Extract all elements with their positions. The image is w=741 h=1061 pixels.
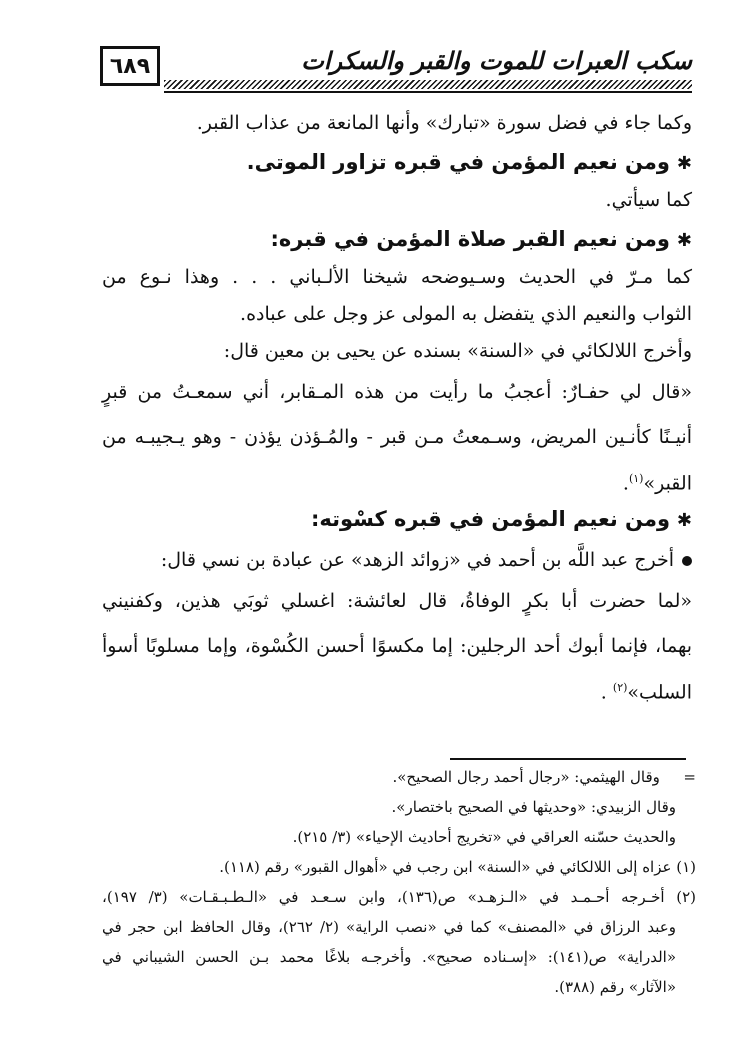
page-number: ٦٨٩ xyxy=(100,46,160,86)
text-line: «لما حضرت أبا بكرٍ الوفاةُ، قال لعائشة: اغسلي ثوبَي هذين، وكفنيني xyxy=(102,590,692,612)
quote-end-text: السلب» xyxy=(627,681,692,704)
footnote-line: (٢) أخـرجه أحـمـد في «الـزهـد» ص(١٣٦)، وابن سـعـد في «الـطـبـقـات» (٣/ ١٩٧)، xyxy=(102,888,697,906)
text-line: بهما، فإنما أبوك أحد الرجلين: إما مكسوًا أحسن الكُسْوة، وإما مسلوبًا أسوأ xyxy=(102,635,692,657)
text-line xyxy=(102,669,692,706)
footnotes xyxy=(102,762,696,1002)
text-line: وكما جاء في فضل سورة «تبارك» وأنها المانعة من عذاب القبر. xyxy=(196,112,692,134)
running-title: سكب العبرات للموت والقبر والسكرات xyxy=(301,47,692,75)
asterisk-icon: ✱ xyxy=(676,153,692,174)
asterisk-icon: ✱ xyxy=(676,510,692,531)
heading-text: ومن نعيم المؤمن في قبره تزاور الموتى. xyxy=(246,150,670,174)
header-hatch-band xyxy=(164,80,692,89)
footnote-ref: (١) xyxy=(628,472,644,485)
bullet-text: أخرج عبد اللَّه بن أحمد في «زوائد الزهد» عن عبادة بن نسي قال: xyxy=(160,549,674,571)
footnote-ref: (٢) xyxy=(612,681,628,694)
text-line: كما سيأتي. xyxy=(605,189,692,211)
footnote-line: وعبد الرزاق في «المصنف» كما في «نصب الراية» (٢/ ٢٦٢)، وقال الحافظ ابن حجر في xyxy=(102,918,676,936)
section-heading xyxy=(102,142,692,182)
text-line: وأخرج اللالكائي في «السنة» بسنده عن يحيى بن معين قال: xyxy=(223,340,692,362)
footnote-separator xyxy=(450,758,686,760)
text-line xyxy=(102,542,692,579)
text-line: القبر»$^{(١)}$. xyxy=(622,472,692,495)
main-text xyxy=(102,105,692,706)
text-line: الثواب والنعيم الذي يتفضل به المولى عز وجل على عباده. xyxy=(240,303,692,325)
bullet-icon xyxy=(682,556,692,566)
section-heading xyxy=(102,497,692,542)
continuation-marker: = xyxy=(683,768,696,786)
quote-end-text: القبر» xyxy=(643,472,692,495)
page-header xyxy=(100,42,692,98)
trailing-punct: . xyxy=(600,681,613,704)
text-line: «قال لي حفـارٌ: أعجبُ ما رأيت من هذه المـقابر، أني سمعـتُ من قبرٍ xyxy=(102,381,692,403)
footnote-line: والحديث حسّنه العراقي في «تخريج أحاديث الإحياء» (٣/ ٢١٥). xyxy=(292,828,676,846)
footnote-line: (١) عزاه إلى اللالكائي في «السنة» ابن رجب في «أهوال القبور» رقم (١١٨). xyxy=(219,858,696,876)
asterisk-icon: ✱ xyxy=(676,230,692,251)
header-rule-bottom xyxy=(164,91,692,93)
text-line: أنيـنًا كأنـين المريض، وسـمعتُ مـن قبر - والمُـؤذن يؤذن - وهو يـجيبـه من xyxy=(102,426,692,448)
footnote-text: وقال الهيثمي: «رجال أحمد رجال الصحيح». xyxy=(392,768,660,786)
heading-text: ومن نعيم المؤمن في قبره كسْوته: xyxy=(310,507,670,531)
text-line: كما مـرّ في الحديث وسـيوضحه شيخنا الألـباني . . . وهذا نـوع من xyxy=(102,266,692,288)
footnote-line: «الدراية» ص(١٤١): «إسـناده صحيح». وأخرجـه بلاغًا محمد بـن الحسن الشيباني في xyxy=(102,948,676,966)
section-heading xyxy=(102,219,692,259)
heading-text: ومن نعيم القبر صلاة المؤمن في قبره: xyxy=(270,227,670,251)
footnote-line: وقال الزبيدي: «وحديثها في الصحيح باختصار». xyxy=(391,798,676,816)
footnote-line: «الآثار» رقم (٣٨٨). xyxy=(554,978,676,996)
footnote-line xyxy=(102,762,696,792)
